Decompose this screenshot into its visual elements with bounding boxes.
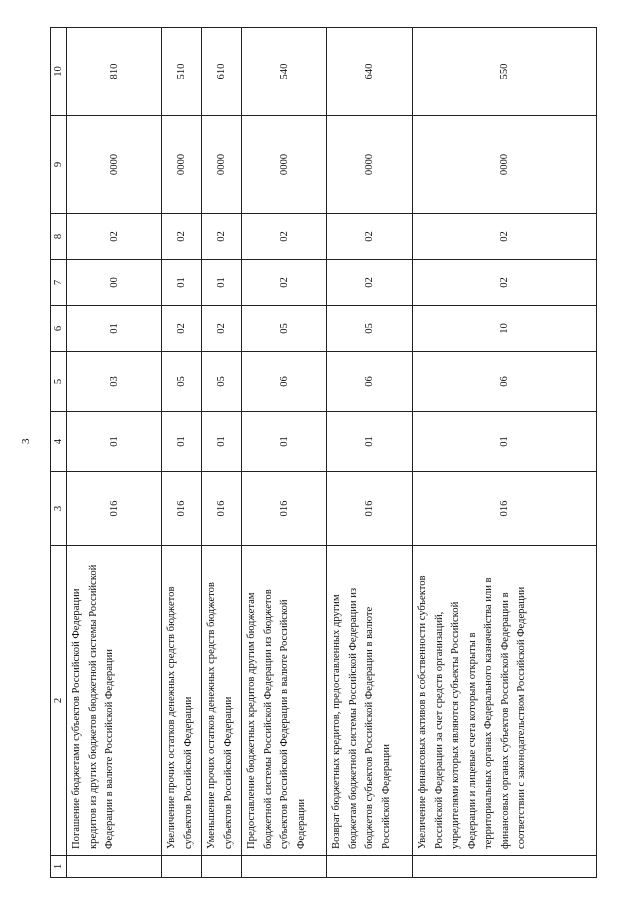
column-number-header: 9 — [51, 116, 67, 214]
column-number-header-row — [51, 28, 67, 878]
column-number-header: 6 — [51, 306, 67, 352]
rotated-page-content — [50, 28, 595, 878]
table-cell-description: Увеличение финансовых активов в собственности субъектов Российской Федерации за счет средств организаций, учредителями которых являются субъекты Российской Федерации и лицевые счета которым открыты в территориальных органах Федерального казначейства или в финансовых органах субъектов Российской Федерации в соответствии с законодательством Российской Федерации — [413, 546, 597, 856]
table-cell: 01 — [202, 412, 242, 472]
table-cell-description: Увеличение прочих остатков денежных средств бюджетов субъектов Российской Федерации — [162, 546, 202, 856]
table-cell: 640 — [327, 28, 413, 116]
table-cell — [327, 856, 413, 878]
table-cell: 01 — [242, 412, 327, 472]
table-cell — [67, 856, 162, 878]
table-cell: 05 — [162, 352, 202, 412]
table-cell: 016 — [67, 472, 162, 546]
table-row — [202, 28, 242, 878]
table-cell: 016 — [413, 472, 597, 546]
table-cell: 03 — [67, 352, 162, 412]
table-cell: 05 — [242, 306, 327, 352]
table-cell: 05 — [327, 306, 413, 352]
table-cell: 10 — [413, 306, 597, 352]
column-number-header: 8 — [51, 214, 67, 260]
table-cell: 01 — [162, 412, 202, 472]
table-row — [162, 28, 202, 878]
table-cell: 01 — [67, 412, 162, 472]
table-cell — [242, 856, 327, 878]
table-cell: 02 — [413, 214, 597, 260]
table-cell: 016 — [327, 472, 413, 546]
column-number-header: 7 — [51, 260, 67, 306]
table-cell: 06 — [327, 352, 413, 412]
table-cell: 0000 — [202, 116, 242, 214]
table-cell: 0000 — [67, 116, 162, 214]
budget-classification-table — [50, 27, 597, 878]
table-cell: 0000 — [162, 116, 202, 214]
table-cell: 0000 — [413, 116, 597, 214]
table-cell: 02 — [162, 214, 202, 260]
page-number: 3 — [20, 438, 32, 444]
table-cell — [202, 856, 242, 878]
table-cell: 016 — [202, 472, 242, 546]
table-cell: 510 — [162, 28, 202, 116]
table-cell: 02 — [242, 260, 327, 306]
table-cell: 01 — [202, 260, 242, 306]
table-cell: 02 — [413, 260, 597, 306]
table-cell-description: Возврат бюджетных кредитов, предоставленных другим бюджетам бюджетной системы Российской Федерации из бюджетов субъектов Российской Федерации в валюте Российской Федерации — [327, 546, 413, 856]
table-cell: 610 — [202, 28, 242, 116]
table-cell-description: Предоставление бюджетных кредитов другим бюджетам бюджетной системы Российской Федерации из бюджетов субъектов Российской Федерации в валюте Российской Федерации — [242, 546, 327, 856]
table-cell: 06 — [413, 352, 597, 412]
table-cell: 540 — [242, 28, 327, 116]
table-cell: 02 — [162, 306, 202, 352]
table-cell: 016 — [242, 472, 327, 546]
table-row — [242, 28, 327, 878]
table-cell: 01 — [162, 260, 202, 306]
table-cell: 00 — [67, 260, 162, 306]
table-cell: 550 — [413, 28, 597, 116]
table-cell: 02 — [242, 214, 327, 260]
table-cell: 0000 — [242, 116, 327, 214]
table-cell: 02 — [202, 306, 242, 352]
table-cell-description: Погашение бюджетами субъектов Российской Федерации кредитов из других бюджетов бюджетной системы Российской Федерации в валюте Российской Федерации — [67, 546, 162, 856]
table-cell: 810 — [67, 28, 162, 116]
table-cell: 01 — [67, 306, 162, 352]
table-cell: 02 — [202, 214, 242, 260]
table-cell: 05 — [202, 352, 242, 412]
table-cell: 01 — [327, 412, 413, 472]
table-cell: 016 — [162, 472, 202, 546]
column-number-header: 2 — [51, 546, 67, 856]
column-number-header: 1 — [51, 856, 67, 878]
column-number-header: 4 — [51, 412, 67, 472]
table-cell: 02 — [327, 260, 413, 306]
table-cell: 02 — [67, 214, 162, 260]
table-cell — [413, 856, 597, 878]
table-cell: 06 — [242, 352, 327, 412]
table-row — [413, 28, 597, 878]
table-cell — [162, 856, 202, 878]
column-number-header: 10 — [51, 28, 67, 116]
table-cell-description: Уменьшение прочих остатков денежных средств бюджетов субъектов Российской Федерации — [202, 546, 242, 856]
column-number-header: 5 — [51, 352, 67, 412]
table-cell: 0000 — [327, 116, 413, 214]
table-cell: 01 — [413, 412, 597, 472]
table-cell: 02 — [327, 214, 413, 260]
table-row — [67, 28, 162, 878]
column-number-header: 3 — [51, 472, 67, 546]
table-row — [327, 28, 413, 878]
